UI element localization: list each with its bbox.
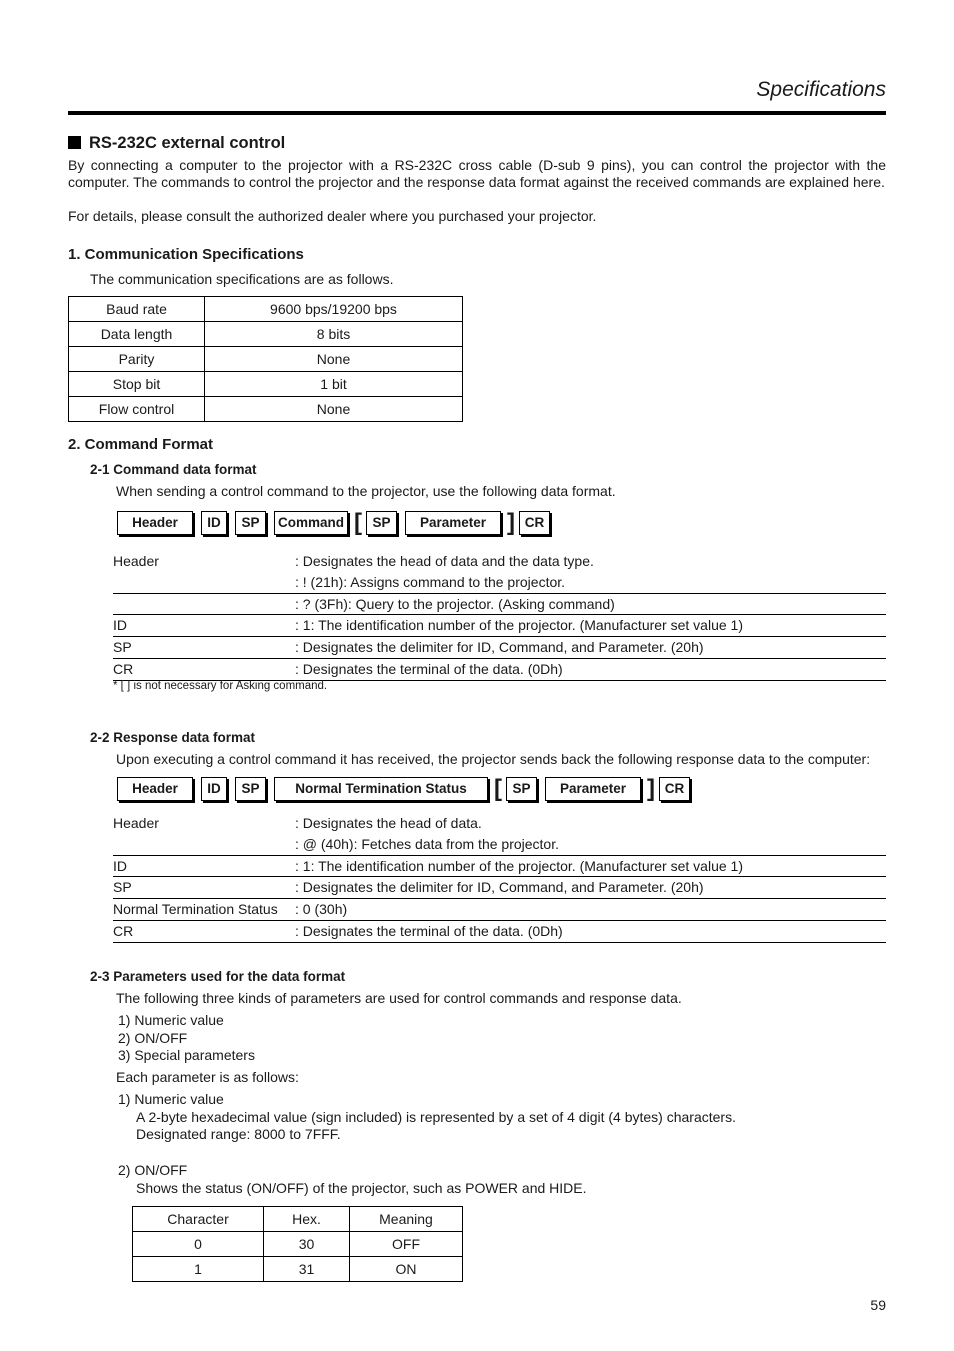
spec-value: 1 bit — [205, 372, 463, 397]
definition-desc: : Designates the head of data. — [295, 815, 482, 831]
cell-character: 1 — [133, 1257, 264, 1282]
definition-desc: : Designates the delimiter for ID, Command, and Parameter. (20h) — [295, 879, 704, 896]
onoff-desc: Shows the status (ON/OFF) of the projector, such as POWER and HIDE. — [136, 1179, 587, 1196]
cell-meaning: ON — [350, 1257, 463, 1282]
spec-value: None — [205, 397, 463, 422]
definition-row — [113, 813, 886, 834]
definition-term: Normal Termination Status — [113, 901, 278, 918]
each-parameter-text: Each parameter is as follows: — [116, 1069, 299, 1085]
definition-term — [113, 572, 295, 593]
page-number: 59 — [870, 1297, 886, 1313]
definition-desc: : Designates the terminal of the data. (0Dh) — [295, 922, 563, 939]
numeric-value-range: Designated range: 8000 to 7FFF. — [136, 1126, 341, 1142]
box-sp: SP — [235, 777, 266, 801]
definition-desc: : ? (3Fh): Query to the projector. (Asking command) — [295, 595, 615, 612]
comm-heading: 1. Communication Specifications — [68, 246, 304, 263]
definition-row — [113, 637, 886, 659]
definition-desc: : ! (21h): Assigns command to the projector. — [295, 573, 566, 590]
definition-row — [113, 659, 886, 681]
parameters-lead: The following three kinds of parameters are used for control commands and response data. — [116, 990, 682, 1006]
definition-term: CR — [113, 922, 134, 939]
definition-row — [113, 572, 886, 594]
intro-paragraph: By connecting a computer to the projector with a RS-232C cross cable (D-sub 9 pins), you can control the projector with the computer. The commands to control the projector and the response data format against the received commands are explained here. — [68, 157, 886, 190]
box-parameter: Parameter — [405, 511, 501, 535]
cmd-data-format-title: 2-1 Command data format — [90, 462, 257, 477]
table-row — [69, 322, 463, 347]
list-item: 2) ON/OFF — [118, 1029, 188, 1046]
comm-lead: The communication specifications are as follows. — [90, 271, 394, 287]
definition-desc: : 1: The identification number of the projector. (Manufacturer set value 1) — [295, 617, 743, 634]
box-cr: CR — [519, 511, 550, 535]
definition-term — [113, 834, 295, 855]
definition-term: ID — [113, 617, 127, 634]
list-item: 3) Special parameters — [118, 1047, 255, 1063]
definition-row — [113, 834, 886, 856]
section-title-text: RS-232C external control — [89, 134, 286, 152]
spec-key: Parity — [69, 347, 205, 372]
cmd-data-format-lead: When sending a control command to the projector, use the following data format. — [116, 483, 616, 499]
definition-row — [113, 899, 886, 921]
box-sp: SP — [235, 511, 266, 535]
onoff-table — [132, 1206, 463, 1282]
definition-row — [113, 877, 886, 899]
spec-key: Flow control — [69, 397, 205, 422]
definition-row — [113, 921, 886, 943]
col-header-meaning: Meaning — [350, 1207, 463, 1232]
box-normal-termination-status: Normal Termination Status — [274, 777, 488, 801]
definition-row — [113, 594, 886, 616]
response-definition-list — [113, 813, 886, 943]
definition-desc: : Designates the head of data and the data type. — [295, 553, 594, 569]
box-id: ID — [201, 511, 227, 535]
table-header-row — [133, 1207, 463, 1232]
response-format-diagram — [117, 776, 698, 802]
definition-term — [113, 594, 295, 615]
numeric-value-block — [118, 1091, 736, 1144]
bracket-close: ] — [647, 775, 655, 802]
parameters-title: 2-3 Parameters used for the data format — [90, 969, 346, 984]
spec-key: Data length — [69, 322, 205, 347]
table-row — [69, 372, 463, 397]
onoff-title: 2) ON/OFF — [118, 1162, 188, 1178]
cell-character: 0 — [133, 1232, 264, 1257]
cmd-heading: 2. Command Format — [68, 436, 214, 453]
bracket-open: [ — [354, 509, 362, 536]
table-row — [69, 397, 463, 422]
col-header-character: Character — [133, 1207, 264, 1232]
table-row — [69, 297, 463, 322]
definition-row — [113, 551, 886, 572]
list-item: 1) Numeric value — [118, 1012, 224, 1028]
spec-value: None — [205, 347, 463, 372]
spec-key: Baud rate — [69, 297, 205, 322]
numeric-value-desc: A 2-byte hexadecimal value (sign included) is represented by a set of 4 digit (4 bytes) characters. — [136, 1108, 736, 1125]
spec-value: 9600 bps/19200 bps — [205, 297, 463, 322]
command-format-diagram — [117, 510, 558, 536]
definition-desc: : Designates the delimiter for ID, Command, and Parameter. (20h) — [295, 639, 704, 656]
command-definition-list — [113, 551, 886, 681]
response-format-title: 2-2 Response data format — [90, 730, 256, 745]
comm-spec-table — [68, 296, 463, 422]
section-title — [68, 134, 285, 153]
box-sp-2: SP — [506, 777, 537, 801]
box-cr: CR — [659, 777, 690, 801]
cell-meaning: OFF — [350, 1232, 463, 1257]
box-header: Header — [117, 777, 193, 801]
box-command: Command — [274, 511, 348, 535]
intro-paragraph-2: For details, please consult the authorized dealer where you purchased your projector. — [68, 208, 597, 224]
spec-key: Stop bit — [69, 372, 205, 397]
definition-term: SP — [113, 639, 132, 656]
parameter-kinds-list — [118, 1012, 255, 1065]
definition-term: Header — [113, 553, 159, 569]
square-bullet-icon — [68, 136, 81, 149]
definition-desc: : 1: The identification number of the projector. (Manufacturer set value 1) — [295, 857, 743, 874]
definition-term: SP — [113, 879, 132, 896]
spec-value: 8 bits — [205, 322, 463, 347]
table-row — [133, 1232, 463, 1257]
table-row — [133, 1257, 463, 1282]
definition-desc: : 0 (30h) — [295, 901, 348, 918]
asking-command-note: * [ ] is not necessary for Asking command. — [113, 680, 328, 692]
header-rule — [68, 111, 886, 115]
numeric-value-title: 1) Numeric value — [118, 1091, 224, 1107]
running-header: Specifications — [756, 78, 886, 101]
box-header: Header — [117, 511, 193, 535]
definition-row — [113, 615, 886, 637]
box-id: ID — [201, 777, 227, 801]
definition-term: CR — [113, 660, 134, 677]
definition-term: ID — [113, 857, 127, 874]
col-header-hex: Hex. — [264, 1207, 350, 1232]
cell-hex: 30 — [264, 1232, 350, 1257]
table-row — [69, 347, 463, 372]
box-parameter: Parameter — [545, 777, 641, 801]
definition-row — [113, 856, 886, 878]
definition-term: Header — [113, 815, 159, 831]
cell-hex: 31 — [264, 1257, 350, 1282]
box-sp-2: SP — [366, 511, 397, 535]
bracket-open: [ — [494, 775, 502, 802]
response-format-lead: Upon executing a control command it has received, the projector sends back the following response data to the computer: — [116, 751, 871, 767]
definition-desc: : Designates the terminal of the data. (0Dh) — [295, 660, 563, 677]
bracket-close: ] — [507, 509, 515, 536]
onoff-block — [118, 1162, 587, 1197]
definition-desc: : @ (40h): Fetches data from the projector. — [295, 835, 559, 852]
